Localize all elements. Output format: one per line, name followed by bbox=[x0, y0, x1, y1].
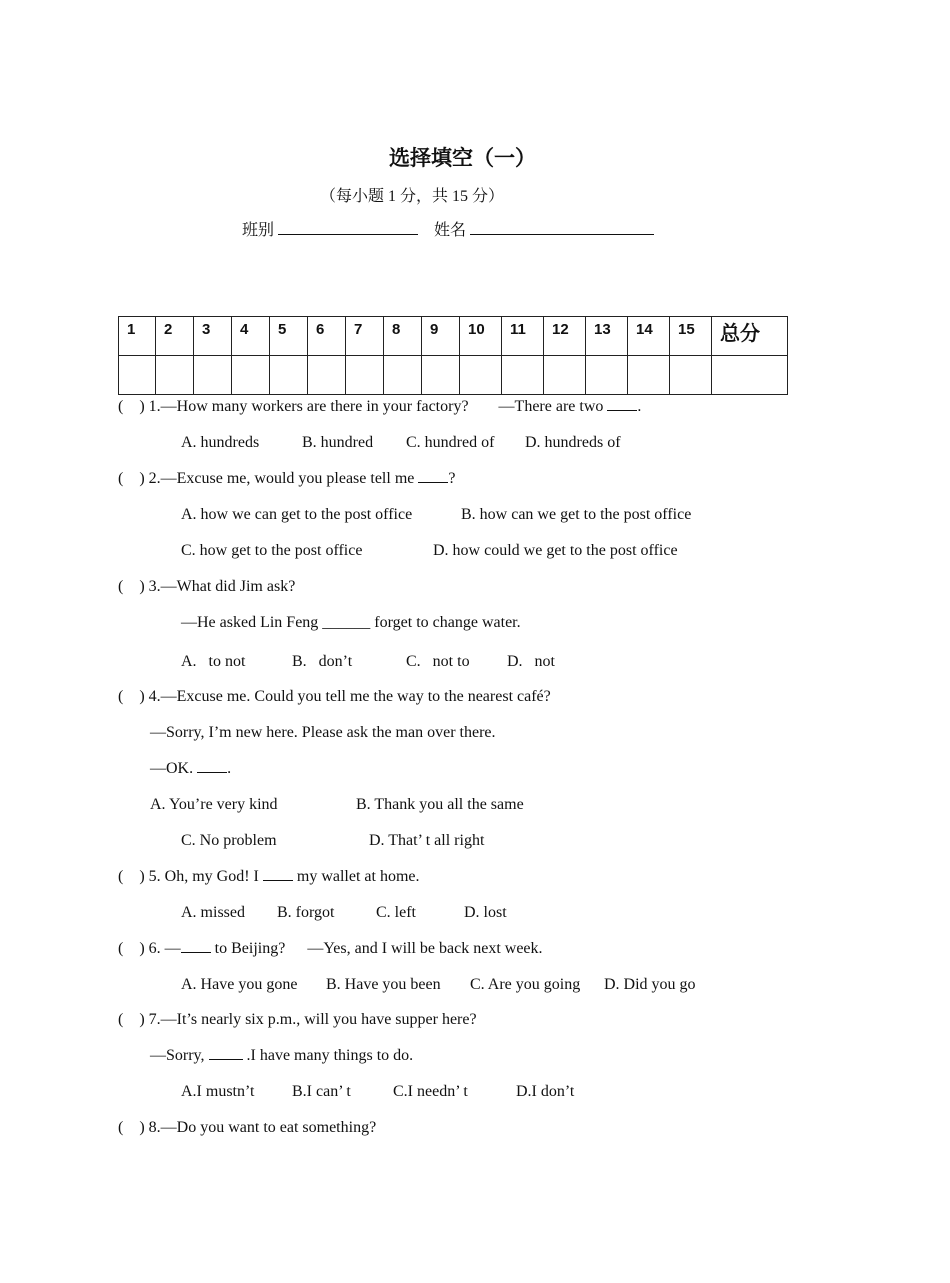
name-blank[interactable] bbox=[470, 234, 654, 235]
question-4-option-a[interactable]: A. You’re very kind bbox=[150, 796, 278, 813]
answer-cell[interactable] bbox=[670, 356, 712, 395]
question-3-option-c[interactable]: C. not to bbox=[406, 653, 470, 670]
question-3-stem: ( ) 3.—What did Jim ask? bbox=[118, 578, 296, 595]
answer-blank bbox=[197, 772, 227, 773]
question-1-option-a[interactable]: A. hundreds bbox=[181, 434, 260, 451]
score-col-5: 5 bbox=[270, 317, 308, 356]
question-4-option-c[interactable]: C. No problem bbox=[181, 832, 277, 849]
question-2-option-b[interactable]: B. how can we get to the post office bbox=[461, 506, 692, 523]
question-1-option-c[interactable]: C. hundred of bbox=[406, 434, 495, 451]
question-2-option-a[interactable]: A. how we can get to the post office bbox=[181, 506, 413, 523]
question-1-option-b[interactable]: B. hundred bbox=[302, 434, 374, 451]
score-col-11: 11 bbox=[502, 317, 544, 356]
question-4-line: —Sorry, I’m new here. Please ask the man over there. bbox=[150, 724, 496, 741]
question-2-option-d[interactable]: D. how could we get to the post office bbox=[433, 542, 678, 559]
answer-cell[interactable] bbox=[502, 356, 544, 395]
question-6-option-d[interactable]: D. Did you go bbox=[604, 976, 696, 993]
question-7-option-b[interactable]: B.I can’ t bbox=[292, 1083, 351, 1100]
score-col-13: 13 bbox=[586, 317, 628, 356]
question-5-option-a[interactable]: A. missed bbox=[181, 904, 245, 921]
question-4-stem: ( ) 4.—Excuse me. Could you tell me the way to the nearest café? bbox=[118, 688, 551, 705]
answer-cell[interactable] bbox=[119, 356, 156, 395]
answer-blank bbox=[209, 1059, 243, 1060]
question-1-stem: ( ) 1.—How many workers are there in your factory? —There are two . bbox=[118, 398, 642, 415]
question-4-line: —OK. . bbox=[150, 760, 232, 777]
score-col-9: 9 bbox=[422, 317, 460, 356]
class-blank[interactable] bbox=[278, 234, 418, 235]
question-1-option-d[interactable]: D. hundreds of bbox=[525, 434, 621, 451]
score-col-7: 7 bbox=[346, 317, 384, 356]
answer-cell[interactable] bbox=[156, 356, 194, 395]
score-header-row bbox=[119, 317, 788, 356]
score-table bbox=[118, 316, 788, 395]
question-6-option-a[interactable]: A. Have you gone bbox=[181, 976, 298, 993]
question-6-option-b[interactable]: B. Have you been bbox=[326, 976, 441, 993]
answer-cell[interactable] bbox=[628, 356, 670, 395]
question-3-line: —He asked Lin Feng ______ forget to change water. bbox=[181, 614, 521, 631]
page-title: 选择填空（一） bbox=[389, 146, 536, 170]
answer-cell[interactable] bbox=[544, 356, 586, 395]
class-name-line bbox=[242, 217, 654, 240]
score-col-15: 15 bbox=[670, 317, 712, 356]
score-answer-row bbox=[119, 356, 788, 395]
answer-cell[interactable] bbox=[384, 356, 422, 395]
name-label: 姓名 bbox=[434, 222, 467, 239]
question-3-option-a[interactable]: A. to not bbox=[181, 653, 246, 670]
question-7-stem: ( ) 7.—It’s nearly six p.m., will you have supper here? bbox=[118, 1011, 477, 1028]
question-5-option-c[interactable]: C. left bbox=[376, 904, 416, 921]
answer-cell[interactable] bbox=[586, 356, 628, 395]
question-2-stem: ( ) 2.—Excuse me, would you please tell me ? bbox=[118, 470, 456, 487]
answer-cell[interactable] bbox=[460, 356, 502, 395]
question-5-option-d[interactable]: D. lost bbox=[464, 904, 507, 921]
question-8-stem: ( ) 8.—Do you want to eat something? bbox=[118, 1119, 377, 1136]
answer-cell[interactable] bbox=[422, 356, 460, 395]
question-7-line: —Sorry, .I have many things to do. bbox=[150, 1047, 414, 1064]
question-4-option-d[interactable]: D. That’ t all right bbox=[369, 832, 485, 849]
question-7-option-a[interactable]: A.I mustn’t bbox=[181, 1083, 255, 1100]
answer-cell[interactable] bbox=[346, 356, 384, 395]
class-label: 班别 bbox=[242, 222, 275, 239]
answer-cell[interactable] bbox=[194, 356, 232, 395]
question-3-option-b[interactable]: B. don’t bbox=[292, 653, 353, 670]
question-2-option-c[interactable]: C. how get to the post office bbox=[181, 542, 363, 559]
answer-blank bbox=[263, 880, 293, 881]
answer-cell[interactable] bbox=[232, 356, 270, 395]
answer-cell[interactable] bbox=[308, 356, 346, 395]
answer-blank bbox=[418, 482, 448, 483]
question-5-stem: ( ) 5. Oh, my God! I my wallet at home. bbox=[118, 868, 420, 885]
question-6-option-c[interactable]: C. Are you going bbox=[470, 976, 581, 993]
answer-blank bbox=[181, 952, 211, 953]
total-score-cell[interactable] bbox=[712, 356, 788, 395]
page-subtitle: （每小题 1 分，共 15 分） bbox=[320, 188, 505, 205]
question-7-option-d[interactable]: D.I don’t bbox=[516, 1083, 575, 1100]
score-col-12: 12 bbox=[544, 317, 586, 356]
score-col-4: 4 bbox=[232, 317, 270, 356]
question-6-stem: ( ) 6. — to Beijing? —Yes, and I will be back next week. bbox=[118, 940, 543, 957]
answer-blank bbox=[607, 410, 637, 411]
score-col-2: 2 bbox=[156, 317, 194, 356]
question-7-option-c[interactable]: C.I needn’ t bbox=[393, 1083, 468, 1100]
answer-cell[interactable] bbox=[270, 356, 308, 395]
score-col-6: 6 bbox=[308, 317, 346, 356]
question-4-option-b[interactable]: B. Thank you all the same bbox=[356, 796, 524, 813]
score-col-1: 1 bbox=[119, 317, 156, 356]
score-col-total: 总分 bbox=[712, 317, 788, 356]
question-3-option-d[interactable]: D. not bbox=[507, 653, 555, 670]
score-col-10: 10 bbox=[460, 317, 502, 356]
score-col-3: 3 bbox=[194, 317, 232, 356]
score-col-8: 8 bbox=[384, 317, 422, 356]
question-5-option-b[interactable]: B. forgot bbox=[277, 904, 335, 921]
score-col-14: 14 bbox=[628, 317, 670, 356]
